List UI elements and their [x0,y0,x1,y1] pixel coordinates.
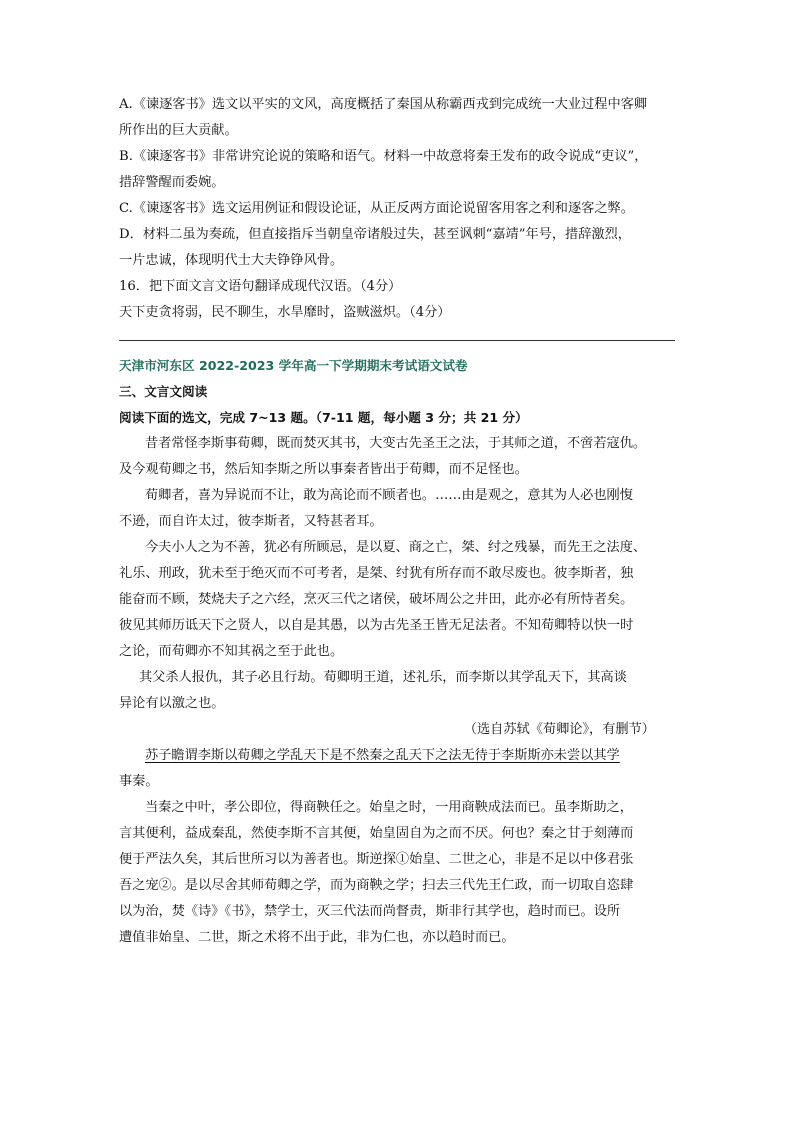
passage-p3-line-4: 彼见其师历诋天下之贤人，以自是其愚，以为古先圣王皆无足法者。不知荀卿特以快一时 [119,618,634,633]
question-16-sentence: 天下吏贪将弱，民不聊生，水旱靡时，盗贼滋炽。（4分） [119,305,451,320]
section-divider [119,340,675,341]
passage-p6-line-5: 以为治，焚《诗》《书》，禁学士，灭三代法而尚督责，斯非行其学也，趋时而已。设所 [119,904,621,919]
passage-p4-line-2: 异论有以激之也。 [119,696,225,711]
passage-attribution: （选自苏轼《荀卿论》，有删节） [463,722,655,737]
option-d-line-2: 一片忠诚，体现明代士大夫铮铮风骨。 [119,253,344,268]
passage-p3-line-3: 能奋而不顾，焚烧夫子之六经，烹灭三代之诸侯，破坏周公之井田，此亦必有所恃者矣。 [119,592,634,607]
instruction: 阅读下面的选文，完成 7~13 题。（7-11 题，每小题 3 分；共 21 分） [119,410,528,425]
passage-p2-line-2: 不逊，而自许太过，彼李斯者，又特甚者耳。 [119,514,383,529]
option-a-line-1: A.《谏逐客书》选文以平实的文风，高度概括了秦国从称霸西戎到完成统一大业过程中客卿 [119,97,648,112]
passage-p6-line-1: 当秦之中叶，孝公即位，得商鞅任之。始皇之时，一用商鞅成法而已。虽李斯助之， [145,800,633,815]
passage-p3-line-5: 之论，而荀卿亦不知其祸之至于此也。 [119,644,344,659]
source-title: 天津市河东区 2022-2023 学年高一下学期期末考试语文试卷 [119,358,468,373]
passage-p5-line-1: 苏子瞻谓李斯以荀卿之学乱天下是不然秦之乱天下之法无待于李斯斯亦未尝以其学 [145,748,620,763]
option-c-line-1: C.《谏逐客书》选文运用例证和假设论证，从正反两方面论说留客用客之利和逐客之弊。 [119,201,634,216]
option-b-line-2: 措辞警醒而委婉。 [119,175,225,190]
passage-p3-line-1: 今夫小人之为不善，犹必有所顾忌，是以夏、商之亡，桀、纣之残暴，而先王之法度、 [145,540,647,555]
passage-p6-line-6: 遭值非始皇、二世，斯之术将不出于此，非为仁也，亦以趋时而已。 [119,930,515,945]
passage-p6-line-4: 吾之宠②。是以尽舍其师荀卿之学，而为商鞅之学；扫去三代先王仁政，而一切取自恣肆 [119,878,634,893]
document-page [119,92,675,951]
section-heading: 三、文言文阅读 [119,384,208,399]
passage-p1-line-1: 昔者常怪李斯事荀卿，既而焚灭其书，大变古先圣王之法，于其师之道，不啻若寇仇。 [145,436,647,451]
question-16-title: 16．把下面文言文语句翻译成现代汉语。（4分） [119,279,402,294]
passage-p6-line-2: 言其便利，益成秦乱，然使李斯不言其便，始皇固自为之而不厌。何也？秦之甘于刻薄而 [119,826,634,841]
passage-p3-line-2: 礼乐、刑政，犹未至于绝灭而不可考者，是桀、纣犹有所存而不敢尽废也。彼李斯者，独 [119,566,634,581]
passage-p4-line-1: 其父杀人报仇，其子必且行劫。荀卿明王道，述礼乐，而李斯以其学乱天下，其高谈 [139,670,627,685]
passage-p5-line-2: 事秦。 [119,774,159,789]
passage-p1-line-2: 及今观荀卿之书，然后知李斯之所以事秦者皆出于荀卿，而不足怪也。 [119,462,528,477]
option-a-line-2: 所作出的巨大贡献。 [119,123,238,138]
option-d-line-1: D．材料二虽为奏疏，但直接指斥当朝皇帝诸般过失，甚至讽刺“嘉靖”年号，措辞激烈， [119,227,631,242]
passage-p2-line-1: 荀卿者，喜为异说而不让，敢为高论而不顾者也。……由是观之，意其为人必也刚愎 [145,488,633,503]
passage-p6-line-3: 便于严法久矣，其后世所习以为善者也。斯逆探①始皇、二世之心，非是不足以中侈君张 [119,852,634,867]
option-b-line-1: B.《谏逐客书》非常讲究论说的策略和语气。材料一中故意将秦王发布的政令说成“吏议”， [119,149,648,164]
